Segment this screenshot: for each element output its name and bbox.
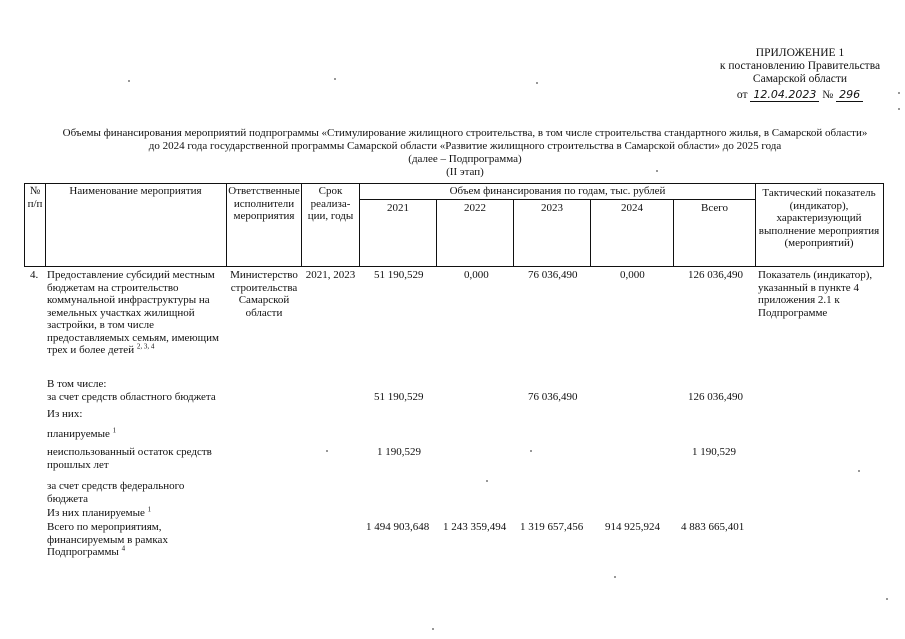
including-label: В том числе: xyxy=(47,378,107,390)
unused-2021: 1 190,529 xyxy=(377,446,421,458)
row-name-footnote: 2, 3, 4 xyxy=(136,342,155,351)
title-line4: (II этап) xyxy=(446,166,484,178)
appendix-block xyxy=(700,47,900,102)
row-name xyxy=(47,269,223,357)
date-value: 12.04.2023 xyxy=(750,88,819,102)
regional-total: 126 036,490 xyxy=(688,391,743,403)
header-funding: Объем финансирования по годам, тыс. рублей xyxy=(449,185,666,197)
appendix-title: ПРИЛОЖЕНИЕ 1 xyxy=(755,47,845,59)
row-number: 4. xyxy=(30,269,39,281)
planned-text: планируемые xyxy=(47,428,110,440)
document-title xyxy=(40,127,890,179)
header-2024: 2024 xyxy=(621,202,643,214)
header-2022: 2022 xyxy=(464,202,486,214)
planned-label xyxy=(47,428,223,441)
grand-total-2022: 1 243 359,494 xyxy=(443,521,507,533)
title-line3: (далее – Подпрограмма) xyxy=(408,153,522,165)
appendix-line3: Самарской области xyxy=(752,73,848,85)
number-value: 296 xyxy=(836,88,863,102)
row-value-2021: 51 190,529 xyxy=(374,269,424,281)
row-value-2023: 76 036,490 xyxy=(528,269,578,281)
date-prefix: от xyxy=(736,89,748,101)
regional-budget-label: за счет средств областного бюджета xyxy=(47,391,216,403)
unused-balance-label: неиспользованный остаток средств прошлых лет xyxy=(47,446,212,471)
grand-total-text: Всего по мероприятиям, финансируемым в рамках Подпрограммы xyxy=(47,521,168,558)
appendix-line2: к постановлению Правительства xyxy=(719,60,881,72)
title-line2: до 2024 года государственной программы Самарской области «Развитие жилищного строительства в Самарской области» до 2025 года xyxy=(148,140,782,152)
unused-total: 1 190,529 xyxy=(692,446,736,458)
grand-total-2024: 914 925,924 xyxy=(605,521,660,533)
header-name: Наименование мероприятия xyxy=(69,185,202,197)
of-them-planned-label xyxy=(47,507,223,520)
federal-budget-label: за счет средств федерального бюджета xyxy=(47,480,185,505)
header-responsible: Ответственные исполнители мероприятия xyxy=(228,185,300,222)
grand-total-footnote: 4 xyxy=(121,544,126,553)
regional-2021: 51 190,529 xyxy=(374,391,424,403)
grand-total-label xyxy=(47,521,187,559)
header-2023: 2023 xyxy=(541,202,563,214)
header-total: Всего xyxy=(701,202,728,214)
row-name-text: Предоставление субсидий местным бюджетам на строительство коммунальной инфраструктуры на земельных участках жилищной застройки, в том числе предоставляемых семьям, имеющим трех и более детей xyxy=(47,269,219,356)
row-period: 2021, 2023 xyxy=(305,269,356,281)
of-them-planned-footnote: 1 xyxy=(147,505,152,514)
row-indicator: Показатель (индикатор), указанный в пункте 4 приложения 2.1 к Подпрограмме xyxy=(758,269,873,319)
row-responsible: Министерство строительства Самарской области xyxy=(230,269,298,319)
header-indicator: Тактический показатель (индикатор), характеризующий выполнение мероприятия (мероприятий) xyxy=(758,187,880,249)
row-value-2024: 0,000 xyxy=(620,269,645,281)
title-line1: Объемы финансирования мероприятий подпрограммы «Стимулирование жилищного строительства, в том числе строительства стандартного жилья, в Самарской области» xyxy=(62,127,868,139)
grand-total-all: 4 883 665,401 xyxy=(681,521,745,533)
row-value-total: 126 036,490 xyxy=(688,269,743,281)
planned-footnote: 1 xyxy=(112,426,117,435)
of-them-label: Из них: xyxy=(47,408,83,420)
of-them-planned-text: Из них планируемые xyxy=(47,507,145,519)
number-prefix: № xyxy=(822,89,834,101)
header-period: Срок реализа-ции, годы xyxy=(307,185,354,222)
header-2021: 2021 xyxy=(387,202,409,214)
row-value-2022: 0,000 xyxy=(464,269,489,281)
regional-2023: 76 036,490 xyxy=(528,391,578,403)
grand-total-2021: 1 494 903,648 xyxy=(366,521,430,533)
header-num: № п/п xyxy=(27,185,43,210)
grand-total-2023: 1 319 657,456 xyxy=(520,521,584,533)
appendix-date-line xyxy=(700,88,900,102)
